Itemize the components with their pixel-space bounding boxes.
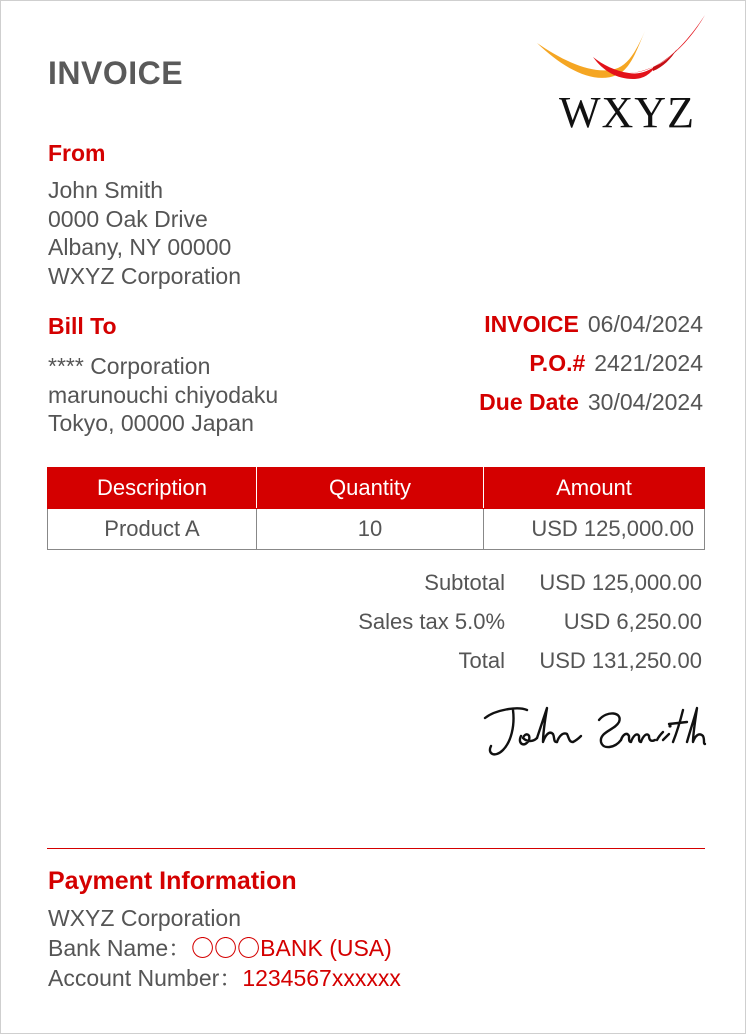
column-header-quantity: Quantity — [257, 468, 484, 509]
from-address — [48, 176, 241, 290]
from-heading: From — [48, 140, 106, 166]
subtotal-row — [358, 570, 702, 609]
section-divider — [47, 848, 705, 849]
meta-row-po-number — [479, 350, 703, 389]
from-line: Albany, NY 00000 — [48, 234, 232, 260]
cell-amount: USD 125,000.00 — [484, 509, 705, 550]
column-header-amount: Amount — [484, 468, 705, 509]
bill-to-heading: Bill To — [48, 313, 117, 339]
bill-to-line: **** Corporation — [48, 353, 211, 379]
from-line: John Smith — [48, 177, 164, 203]
total-value: USD 131,250.00 — [539, 648, 702, 673]
from-line: WXYZ Corporation — [48, 262, 242, 289]
table-row — [48, 509, 705, 550]
totals-block — [358, 570, 702, 687]
total-label: Total — [458, 648, 505, 673]
table-header-row — [48, 468, 705, 509]
payment-company: WXYZ Corporation — [48, 905, 242, 931]
meta-row-invoice-date — [479, 311, 703, 350]
cell-quantity: 10 — [257, 509, 484, 550]
subtotal-label: Subtotal — [424, 570, 505, 595]
bank-name-value: 〇〇〇BANK (USA) — [191, 935, 392, 961]
meta-value: 06/04/2024 — [587, 311, 703, 337]
sales-tax-value: USD 6,250.00 — [563, 609, 702, 634]
account-number-value: 1234567xxxxxx — [242, 965, 401, 991]
column-header-description: Description — [48, 468, 257, 509]
from-line: 0000 Oak Drive — [48, 205, 208, 232]
meta-label: INVOICE — [484, 311, 579, 337]
meta-value: 2421/2024 — [594, 350, 703, 376]
account-number-row — [48, 963, 401, 993]
bank-name-row — [48, 933, 401, 963]
sales-tax-label: Sales tax 5.0% — [358, 609, 505, 634]
invoice-title: INVOICE — [48, 55, 184, 91]
bill-to-line: Tokyo, 00000 Japan — [48, 410, 254, 436]
sales-tax-row — [358, 609, 702, 648]
meta-row-due-date — [479, 389, 703, 428]
signature — [481, 696, 707, 766]
meta-value: 30/04/2024 — [587, 389, 703, 415]
account-number-label: Account Number： — [48, 965, 243, 991]
meta-label: P.O.# — [529, 350, 586, 376]
payment-details — [48, 903, 401, 993]
payment-information-heading: Payment Information — [48, 867, 297, 895]
logo-text: WXYZ — [559, 88, 695, 137]
invoice-meta — [479, 311, 703, 428]
bill-to-address — [48, 352, 278, 438]
bill-to-line: marunouchi chiyodaku — [48, 381, 279, 408]
bank-name-label: Bank Name： — [48, 935, 192, 961]
cell-description: Product A — [48, 509, 257, 550]
line-items-table — [47, 467, 705, 550]
meta-label: Due Date — [479, 389, 579, 415]
total-row — [358, 648, 702, 687]
subtotal-value: USD 125,000.00 — [539, 570, 702, 595]
company-logo — [533, 13, 711, 137]
